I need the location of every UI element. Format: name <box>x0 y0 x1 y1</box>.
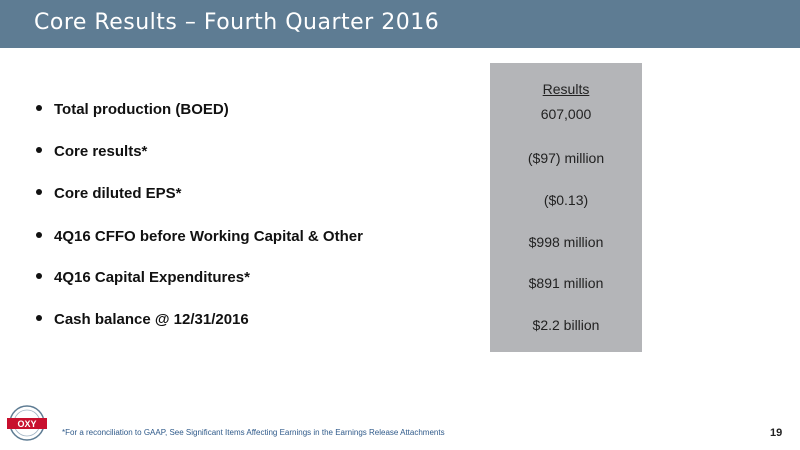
bullet-item: Core diluted EPS* <box>36 185 182 202</box>
footnote: *For a reconciliation to GAAP, See Significant Items Affecting Earnings in the Earnings Release Attachments <box>62 428 445 437</box>
results-header: Results <box>542 81 590 97</box>
page-number: 19 <box>770 427 783 439</box>
slide-title: Core Results – Fourth Quarter 2016 <box>34 10 440 35</box>
bullet-item: Core results* <box>36 143 147 160</box>
bullet-icon <box>36 105 42 111</box>
result-value: 607,000 <box>540 106 592 122</box>
bullet-icon <box>36 189 42 195</box>
bullet-item: 4Q16 CFFO before Working Capital & Other <box>36 228 363 245</box>
bullet-icon <box>36 232 42 238</box>
result-value: $998 million <box>528 234 604 250</box>
bullet-icon <box>36 315 42 321</box>
result-value: $2.2 billion <box>532 317 600 333</box>
result-value: ($97) million <box>527 150 605 166</box>
svg-text:OXY: OXY <box>17 419 37 429</box>
bullet-item: Total production (BOED) <box>36 101 229 118</box>
bullet-item: 4Q16 Capital Expenditures* <box>36 269 250 286</box>
oxy-logo <box>7 404 47 442</box>
result-value: ($0.13) <box>543 192 589 208</box>
bullet-icon <box>36 273 42 279</box>
results-panel <box>490 63 642 352</box>
bullet-icon <box>36 147 42 153</box>
title-bar <box>0 0 800 48</box>
bullet-item: Cash balance @ 12/31/2016 <box>36 311 249 328</box>
result-value: $891 million <box>528 275 604 291</box>
